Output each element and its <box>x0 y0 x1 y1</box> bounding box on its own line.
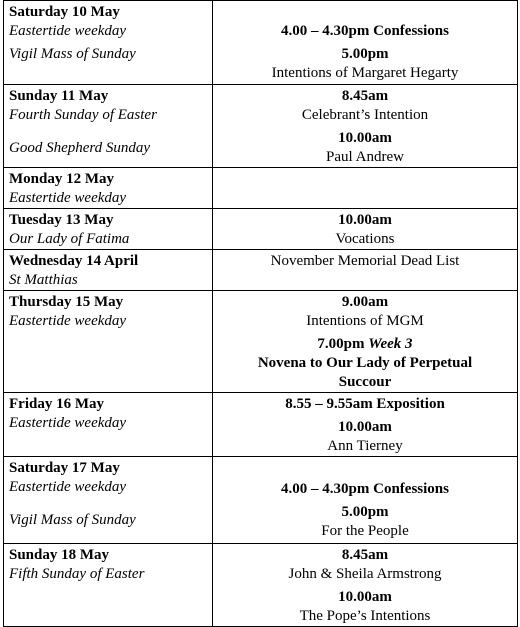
service-intention: November Memorial Dead List <box>270 253 460 269</box>
day-cell <box>4 85 213 168</box>
service-time: 4.00 – 4.30pm Confessions <box>281 23 449 39</box>
service-cell <box>213 1 518 85</box>
novena-week: Week 3 <box>368 336 413 352</box>
day-cell <box>4 457 213 544</box>
day-feast-secondary: Vigil Mass of Sunday <box>9 46 136 62</box>
day-date: Sunday 11 May <box>9 88 109 104</box>
table-row <box>4 85 518 168</box>
day-cell <box>4 209 213 250</box>
day-cell <box>4 544 213 627</box>
table-row <box>4 393 518 457</box>
day-feast: Fifth Sunday of Easter <box>9 566 145 582</box>
service-intention: Celebrant’s Intention <box>301 107 429 123</box>
novena-heading <box>215 335 515 354</box>
service-intention: The Pope’s Intentions <box>299 608 431 624</box>
day-feast: Eastertide weekday <box>9 479 127 495</box>
table-row <box>4 1 518 85</box>
day-feast: Fourth Sunday of Easter <box>9 107 157 123</box>
service-cell <box>213 168 518 209</box>
mass-schedule-table <box>3 0 518 627</box>
table-row <box>4 291 518 393</box>
service-intention: Ann Tierney <box>327 438 403 454</box>
day-cell <box>4 393 213 457</box>
table-row <box>4 544 518 627</box>
day-feast-secondary: Good Shepherd Sunday <box>9 140 151 156</box>
day-cell <box>4 291 213 393</box>
day-date: Sunday 18 May <box>9 547 110 563</box>
table-row <box>4 209 518 250</box>
service-time: 10.00am <box>338 212 392 228</box>
service-time: 7.00pm <box>317 336 365 352</box>
table-row <box>4 457 518 544</box>
service-cell <box>213 457 518 544</box>
day-date: Tuesday 13 May <box>9 212 114 228</box>
day-date: Saturday 10 May <box>9 4 120 20</box>
service-time: 10.00am <box>338 589 392 605</box>
service-cell <box>213 209 518 250</box>
day-date: Thursday 15 May <box>9 294 124 310</box>
service-time: 10.00am <box>338 419 392 435</box>
service-time: 5.00pm <box>341 504 389 520</box>
day-feast: St Matthias <box>9 272 78 288</box>
service-cell <box>213 291 518 393</box>
service-cell <box>213 393 518 457</box>
day-feast: Eastertide weekday <box>9 190 127 206</box>
service-intention: Intentions of Margaret Hegarty <box>271 65 459 81</box>
table-row <box>4 250 518 291</box>
service-intention: Vocations <box>335 231 395 247</box>
service-cell <box>213 544 518 627</box>
day-feast: Our Lady of Fatima <box>9 231 130 247</box>
day-feast: Eastertide weekday <box>9 23 127 39</box>
service-intention: Paul Andrew <box>326 149 404 165</box>
service-time: 8.45am <box>341 88 389 104</box>
table-row <box>4 168 518 209</box>
service-time: 9.00am <box>341 294 389 310</box>
service-intention: John & Sheila Armstrong <box>288 566 442 582</box>
novena-title: Novena to Our Lady of Perpetual Succour <box>257 355 473 390</box>
service-cell <box>213 250 518 291</box>
service-time: 5.00pm <box>341 46 389 62</box>
day-date: Saturday 17 May <box>9 460 120 476</box>
day-date: Monday 12 May <box>9 171 114 187</box>
day-cell <box>4 250 213 291</box>
day-feast: Eastertide weekday <box>9 415 127 431</box>
service-intention: For the People <box>321 523 409 539</box>
day-date: Wednesday 14 April <box>9 253 139 269</box>
service-intention: Intentions of MGM <box>306 313 424 329</box>
service-time: 8.45am <box>341 547 389 563</box>
day-cell <box>4 168 213 209</box>
service-time: 4.00 – 4.30pm Confessions <box>281 481 449 497</box>
day-feast: Eastertide weekday <box>9 313 127 329</box>
day-feast-secondary: Vigil Mass of Sunday <box>9 512 136 528</box>
day-date: Friday 16 May <box>9 396 104 412</box>
service-time: 8.55 – 9.55am Exposition <box>285 396 445 412</box>
day-cell <box>4 1 213 85</box>
service-cell <box>213 85 518 168</box>
service-time: 10.00am <box>338 130 392 146</box>
